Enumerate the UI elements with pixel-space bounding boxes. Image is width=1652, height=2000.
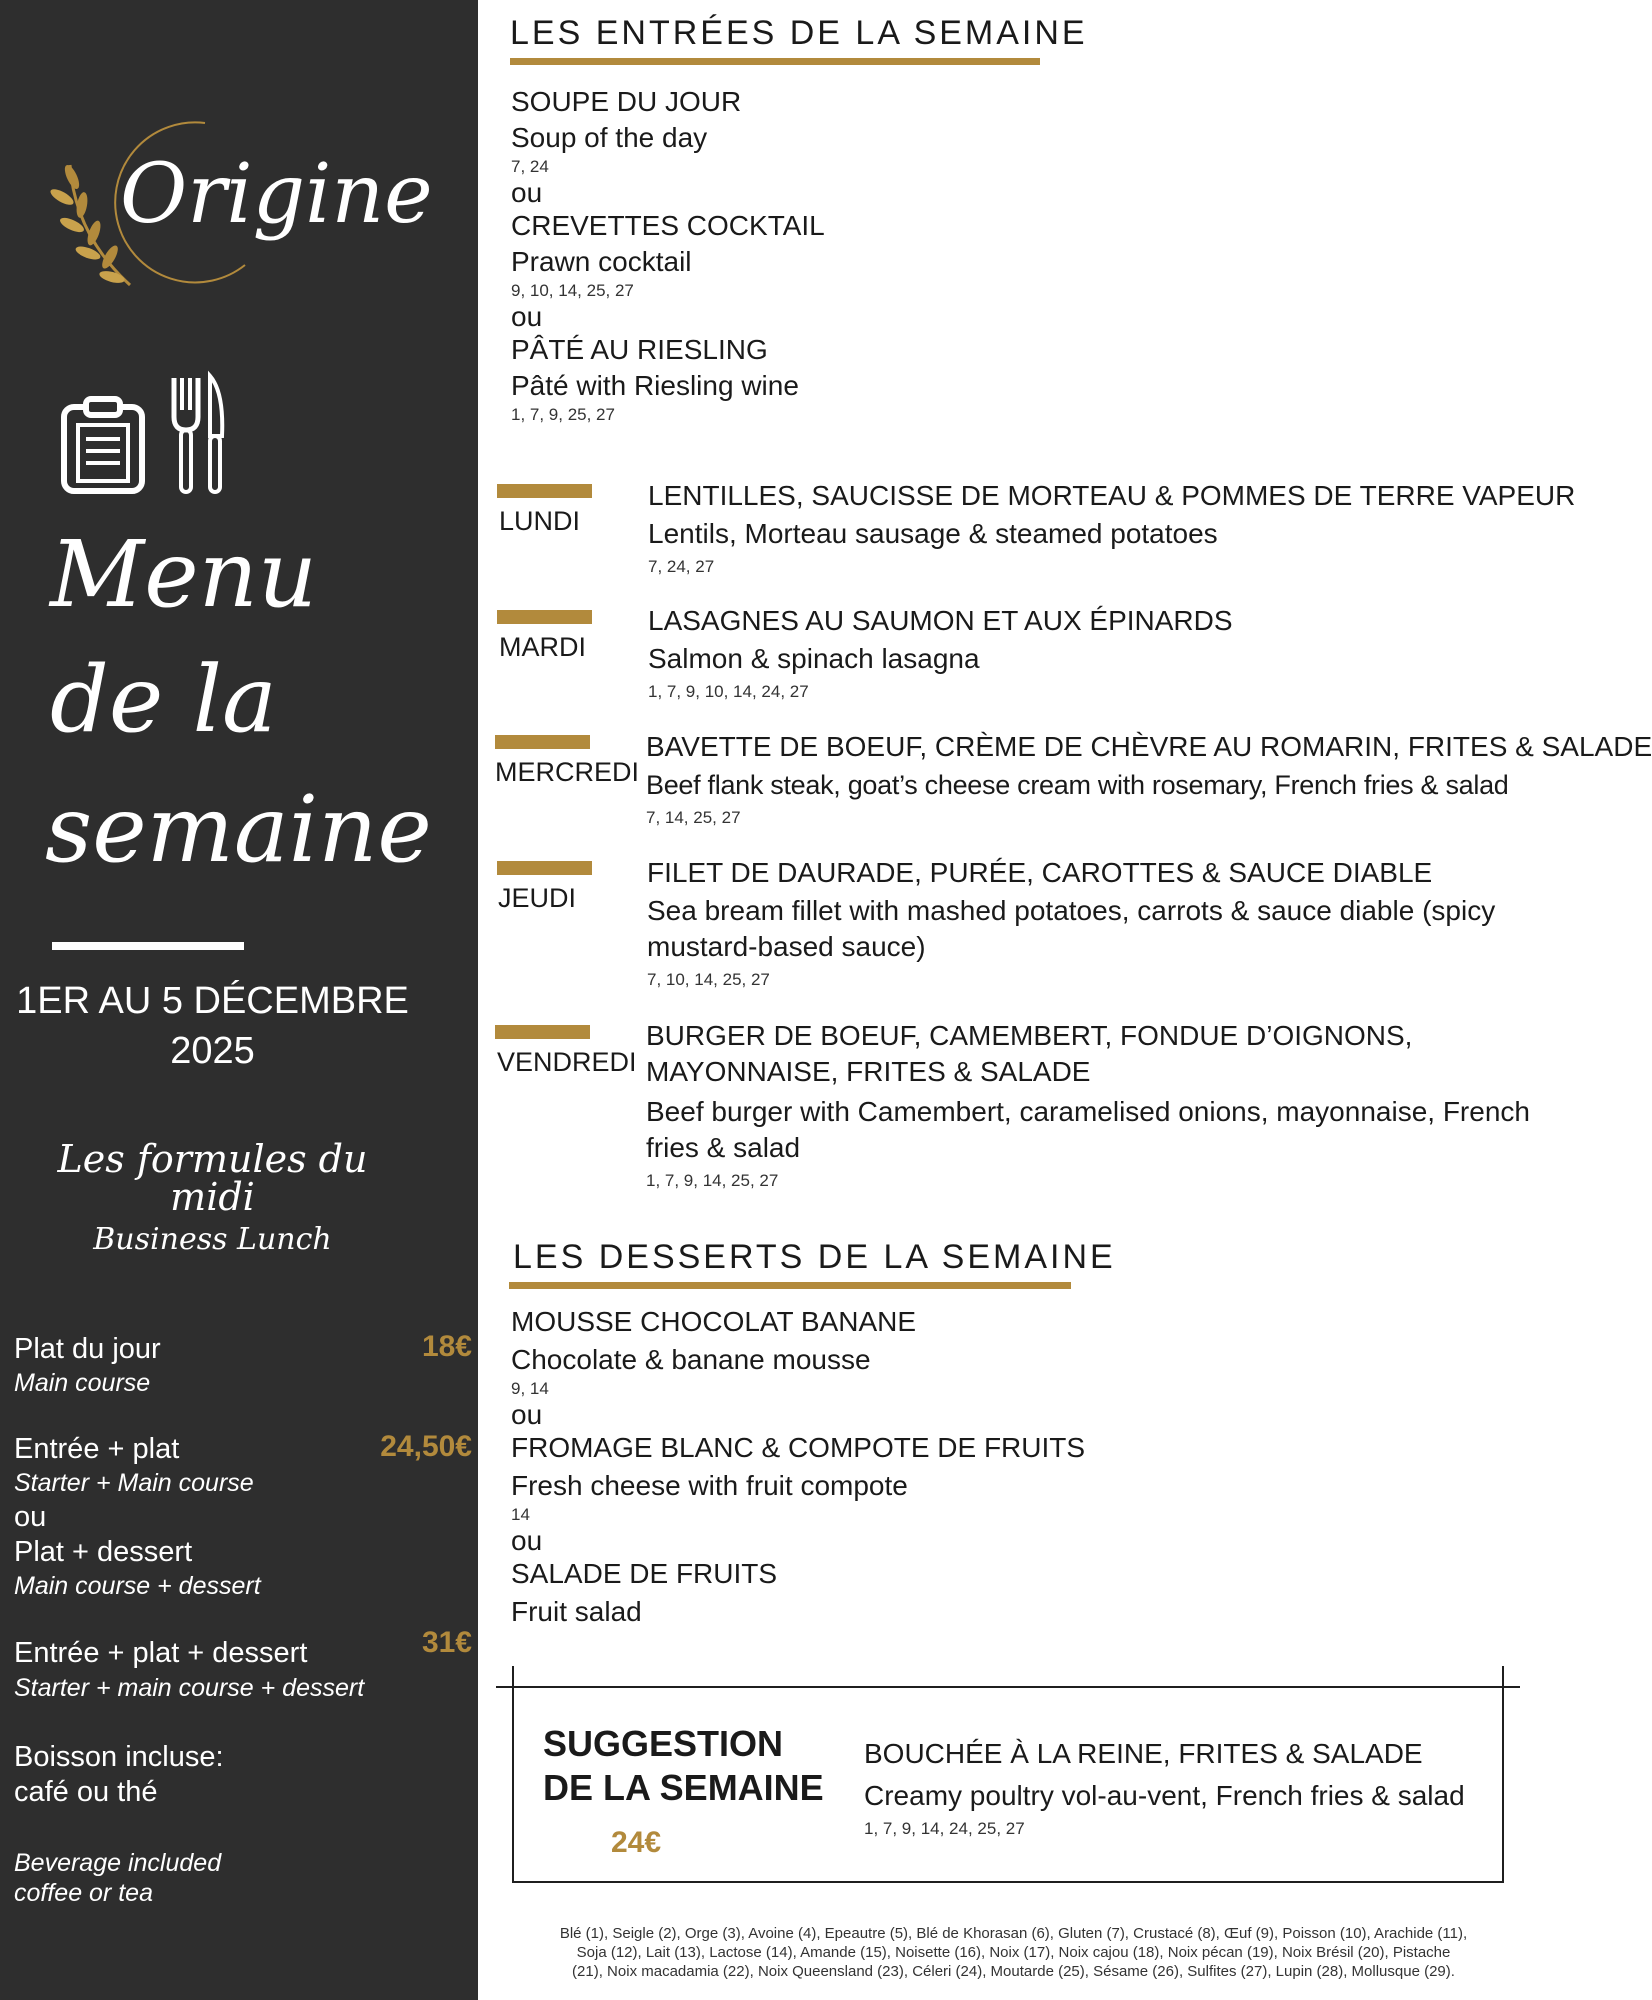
dish-fr: LENTILLES, SAUCISSE DE MORTEAU & POMMES DE TERRE VAPEUR [648, 480, 1576, 511]
date-line-1: 1ER AU 5 DÉCEMBRE [16, 980, 409, 1022]
formule-2-or: ou [14, 1501, 47, 1533]
entree-2-allergens: 9, 10, 14, 25, 27 [511, 281, 634, 300]
date-line-2: 2025 [170, 1030, 255, 1072]
desserts-list [511, 1304, 1085, 1630]
dish-en: Salmon & spinach lasagna [648, 643, 980, 674]
suggestion-price: 24€ [610, 1826, 662, 1859]
dish-allergens: 7, 14, 25, 27 [646, 808, 741, 827]
entrees-title-underline [510, 58, 1040, 65]
entree-or-2: ou [511, 301, 543, 332]
dish-en: Sea bream fillet with mashed potatoes, carrots & sauce diable (spicy mustard-based sauce) [647, 895, 1496, 962]
dish-allergens: 1, 7, 9, 14, 25, 27 [646, 1171, 779, 1190]
formules-line-2: midi [170, 1175, 255, 1219]
suggestion-box [496, 1666, 1520, 1882]
day-bar-mardi [497, 610, 592, 624]
dessert-2-fr: FROMAGE BLANC & COMPOTE DE FRUITS [511, 1432, 1086, 1463]
entree-3-en: Pâté with Riesling wine [511, 370, 799, 401]
business-lunch: Business Lunch [93, 1222, 332, 1257]
dessert-3-fr: SALADE DE FRUITS [511, 1558, 778, 1589]
dessert-1-en: Chocolate & banane mousse [511, 1344, 871, 1375]
suggestion-title-line-2: DE LA SEMAINE [543, 1767, 824, 1808]
entree-or-1: ou [511, 177, 543, 208]
entree-2-fr: CREVETTES COCKTAIL [511, 210, 825, 241]
allergen-footer [482, 1924, 1545, 1981]
dessert-or-2: ou [511, 1525, 543, 1556]
entree-1-allergens: 7, 24 [511, 157, 549, 176]
formule-3-price: 31€ [421, 1626, 472, 1659]
beverage-line-1: Beverage included [14, 1849, 222, 1877]
formules-title [0, 1137, 425, 1219]
fork-knife-icon [168, 372, 228, 497]
sidebar [0, 0, 478, 2000]
desserts-title: LES DESSERTS DE LA SEMAINE [513, 1238, 1116, 1276]
dessert-3-en: Fruit salad [511, 1596, 642, 1627]
day-label-mardi: MARDI [499, 632, 586, 662]
day-bar-mercredi [495, 735, 590, 749]
suggestion-bottom-rule [512, 1881, 1504, 1883]
formule-1-price: 18€ [421, 1330, 472, 1363]
suggestion-dish [864, 1736, 1484, 1840]
footer-line-3: (21), Noix macadamia (22), Noix Queensland (23), Céleri (24), Moutarde (25), Sésame (26), Sulfites (27), Lupin (28), Mollusque (29). [572, 1963, 1455, 1980]
boisson-line-1: Boisson incluse: [14, 1741, 224, 1773]
footer-line-2: Soja (12), Lait (13), Lactose (14), Amande (15), Noisette (16), Noix (17), Noix cajou (18), Noix pécan (19), Noix Brésil (20), Pistache [576, 1944, 1451, 1961]
suggestion-allergens: 1, 7, 9, 14, 24, 25, 27 [864, 1819, 1025, 1838]
dessert-or-1: ou [511, 1399, 543, 1430]
entree-3-allergens: 1, 7, 9, 25, 27 [511, 405, 615, 424]
entree-1-fr: SOUPE DU JOUR [511, 86, 742, 117]
suggestion-en: Creamy poultry vol-au-vent, French fries & salad [864, 1780, 1465, 1811]
dish-fr: BURGER DE BOEUF, CAMEMBERT, FONDUE D’OIGNONS, MAYONNAISE, FRITES & SALADE [646, 1020, 1413, 1087]
dessert-1-fr: MOUSSE CHOCOLAT BANANE [511, 1306, 917, 1337]
logo [50, 115, 433, 295]
suggestion-title-line-1: SUGGESTION [543, 1723, 784, 1764]
day-dish-mardi [648, 603, 1548, 703]
dish-en: Beef burger with Camembert, caramelised onions, mayonnaise, French fries & salad [646, 1096, 1530, 1163]
dish-fr: BAVETTE DE BOEUF, CRÈME DE CHÈVRE AU ROMARIN, FRITES & SALADE [646, 731, 1652, 762]
dish-en: Beef flank steak, goat’s cheese cream with rosemary, French fries & salad [646, 770, 1509, 800]
entrees-list [511, 84, 825, 426]
date-range [0, 976, 425, 1076]
entree-3-fr: PÂTÉ AU RIESLING [511, 334, 768, 365]
desserts-title-underline [509, 1282, 1071, 1289]
day-label-lundi: LUNDI [499, 506, 581, 536]
day-dish-lundi [648, 478, 1576, 578]
boisson-line-2: café ou thé [14, 1776, 158, 1808]
suggestion-left-rule [512, 1666, 514, 1882]
suggestion-right-rule [1502, 1666, 1504, 1882]
day-label-jeudi: JEUDI [498, 883, 577, 913]
dessert-2-allergens: 14 [511, 1505, 530, 1524]
day-label-mercredi: MERCREDI [495, 757, 640, 787]
dessert-2-en: Fresh cheese with fruit compote [511, 1470, 908, 1501]
beverage-line-2: coffee or tea [14, 1879, 153, 1907]
formule-3-sub: Starter + main course + dessert [14, 1674, 365, 1702]
menu-title-line-2: de la [50, 646, 277, 753]
formule-3-main: Entrée + plat + dessert [14, 1637, 308, 1669]
day-dish-jeudi [647, 855, 1542, 991]
suggestion-top-rule [496, 1686, 1520, 1688]
entree-2-en: Prawn cocktail [511, 246, 692, 277]
day-dish-vendredi [646, 1018, 1536, 1192]
suggestion-fr: BOUCHÉE À LA REINE, FRITES & SALADE [864, 1738, 1423, 1769]
footer-line-1: Blé (1), Seigle (2), Orge (3), Avoine (4), Epeautre (5), Blé de Khorasan (6), Gluten (7), Crustacé (8), Œuf (9), Poisson (10), Arachide (11), [559, 1925, 1468, 1942]
formules-line-1: Les formules du [57, 1137, 368, 1181]
dish-fr: LASAGNES AU SAUMON ET AUX ÉPINARDS [648, 605, 1233, 636]
day-bar-vendredi [495, 1025, 590, 1039]
entrees-title: LES ENTRÉES DE LA SEMAINE [510, 14, 1088, 52]
formule-2-main-2: Plat + dessert [14, 1536, 193, 1568]
formule-2-price: 24,50€ [380, 1430, 472, 1463]
dish-allergens: 1, 7, 9, 10, 14, 24, 27 [648, 682, 809, 701]
menu-title-line-3: semaine [45, 776, 432, 883]
entree-1-en: Soup of the day [511, 122, 708, 153]
day-label-vendredi: VENDREDI [497, 1047, 637, 1077]
day-dish-mercredi [646, 729, 1652, 829]
day-bar-jeudi [497, 861, 592, 875]
menu-title-line-1: Menu [50, 521, 318, 628]
suggestion-title [543, 1722, 824, 1810]
dish-allergens: 7, 24, 27 [648, 557, 715, 576]
formule-2-sub-2: Main course + dessert [14, 1572, 261, 1600]
formule-2-sub: Starter + Main course [14, 1469, 254, 1497]
logo-text: Origine [120, 147, 433, 242]
dish-allergens: 7, 10, 14, 25, 27 [647, 970, 770, 989]
formule-2-main: Entrée + plat [14, 1433, 180, 1465]
clipboard-icon [58, 395, 148, 495]
sidebar-divider [52, 942, 244, 950]
dish-en: Lentils, Morteau sausage & steamed potatoes [648, 518, 1218, 549]
formule-1-main: Plat du jour [14, 1333, 161, 1365]
day-bar-lundi [497, 484, 592, 498]
formule-1-sub: Main course [14, 1369, 151, 1397]
dish-fr: FILET DE DAURADE, PURÉE, CAROTTES & SAUCE DIABLE [647, 857, 1433, 888]
dessert-1-allergens: 9, 14 [511, 1379, 549, 1398]
